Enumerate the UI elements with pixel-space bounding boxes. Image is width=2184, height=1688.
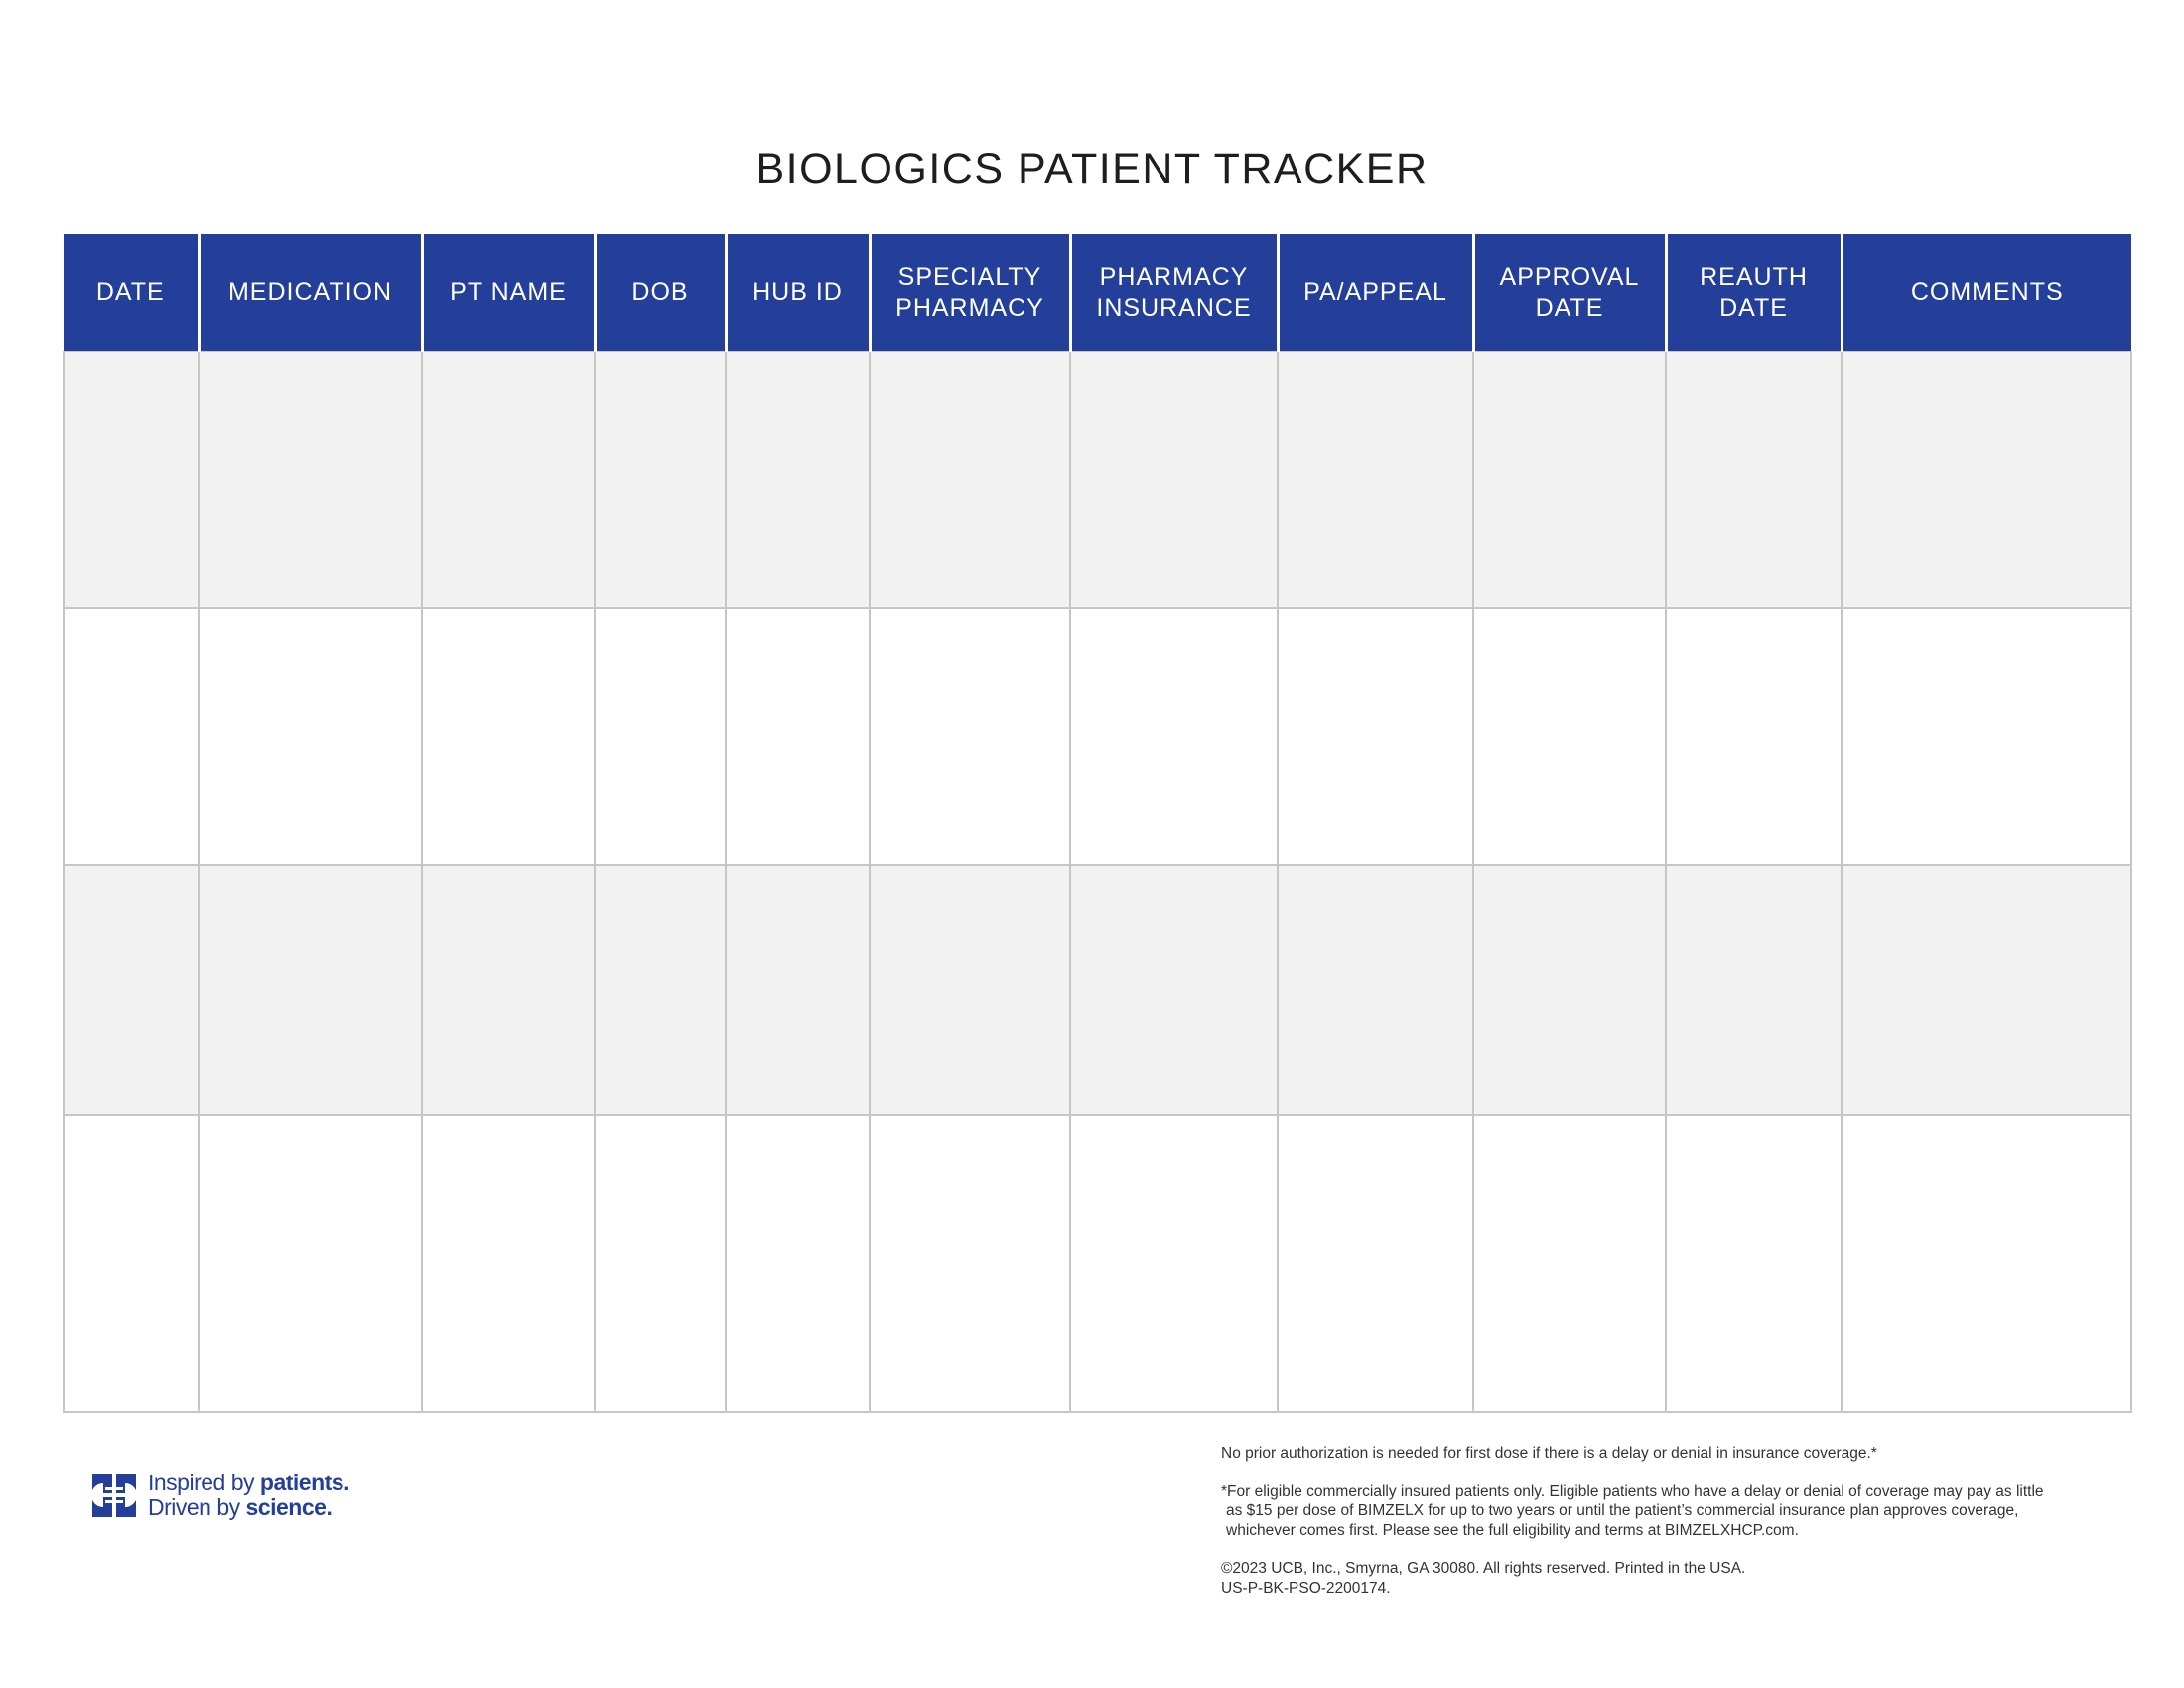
reauth-date-cell [1666,352,1842,608]
copyright-text: ©2023 UCB, Inc., Smyrna, GA 30080. All rights reserved. Printed in the USA. [1221,1560,1746,1577]
pharmacy-insurance-cell [1070,865,1278,1115]
document-code: US-P-BK-PSO-2200174. [1221,1579,1391,1597]
pa-appeal-cell [1278,352,1473,608]
dob-cell [595,865,726,1115]
column-header-comments: COMMENTS [1842,234,2131,352]
table-row [64,352,2131,608]
column-header-specialty-pharmacy: SPECIALTY PHARMACY [870,234,1070,352]
column-header-pharmacy-insurance: PHARMACY INSURANCE [1070,234,1278,352]
page-title: BIOLOGICS PATIENT TRACKER [755,145,1429,193]
table-row [64,1115,2131,1412]
date-cell [64,608,199,865]
approval-date-cell [1473,1115,1666,1412]
hub-id-cell [726,608,870,865]
tagline-line2-bold: science. [245,1494,333,1520]
pa-appeal-cell [1278,1115,1473,1412]
specialty-pharmacy-cell [870,865,1070,1115]
ucb-logo-icon [92,1474,136,1517]
tagline-line2-prefix: Driven by [148,1494,246,1520]
date-cell [64,1115,199,1412]
comments-cell [1842,1115,2131,1412]
comments-cell [1842,352,2131,608]
hub-id-cell [726,352,870,608]
company-logo [92,1471,349,1520]
approval-date-cell [1473,352,1666,608]
pharmacy-insurance-cell [1070,1115,1278,1412]
tagline-line1-bold: patients. [259,1470,349,1495]
tagline [148,1471,349,1520]
reauth-date-cell [1666,608,1842,865]
column-header-date: DATE [64,234,199,352]
dob-cell [595,1115,726,1412]
footnote-eligibility-line3: whichever comes first. Please see the full eligibility and terms at BIMZELXHCP.com. [1226,1521,1799,1539]
dob-cell [595,352,726,608]
column-header-medication: MEDICATION [199,234,422,352]
medication-cell [199,1115,422,1412]
footnote-eligibility-line1: *For eligible commercially insured patients only. Eligible patients who have a delay or denial of coverage may pay as little [1221,1482,2044,1500]
specialty-pharmacy-cell [870,352,1070,608]
hub-id-cell [726,1115,870,1412]
reauth-date-cell [1666,865,1842,1115]
approval-date-cell [1473,865,1666,1115]
column-header-pt-name: PT NAME [422,234,595,352]
table-row [64,865,2131,1115]
patient-tracker-table [63,234,2132,1413]
comments-cell [1842,608,2131,865]
specialty-pharmacy-cell [870,608,1070,865]
table-row [64,608,2131,865]
pharmacy-insurance-cell [1070,608,1278,865]
approval-date-cell [1473,608,1666,865]
medication-cell [199,865,422,1115]
footnote-legal [1221,1559,2134,1598]
pt-name-cell [422,352,595,608]
footnote-eligibility [1221,1482,2134,1541]
comments-cell [1842,865,2131,1115]
medication-cell [199,608,422,865]
column-header-reauth-date: REAUTH DATE [1666,234,1842,352]
specialty-pharmacy-cell [870,1115,1070,1412]
pt-name-cell [422,865,595,1115]
column-header-hub-id: HUB ID [726,234,870,352]
tagline-line1-prefix: Inspired by [148,1470,260,1495]
reauth-date-cell [1666,1115,1842,1412]
footnotes [1221,1444,2134,1598]
pt-name-cell [422,608,595,865]
medication-cell [199,352,422,608]
column-header-approval-date: APPROVAL DATE [1473,234,1666,352]
footnote-eligibility-line2: as $15 per dose of BIMZELX for up to two years or until the patient’s commercial insurance plan approves coverage, [1226,1502,2019,1519]
dob-cell [595,608,726,865]
pa-appeal-cell [1278,608,1473,865]
date-cell [64,865,199,1115]
header-row [64,234,2131,352]
footnote-prior-authorization: No prior authorization is needed for first dose if there is a delay or denial in insurance coverage.* [1221,1445,1877,1462]
column-header-pa-appeal: PA/APPEAL [1278,234,1473,352]
pt-name-cell [422,1115,595,1412]
pharmacy-insurance-cell [1070,352,1278,608]
column-header-dob: DOB [595,234,726,352]
date-cell [64,352,199,608]
pa-appeal-cell [1278,865,1473,1115]
hub-id-cell [726,865,870,1115]
